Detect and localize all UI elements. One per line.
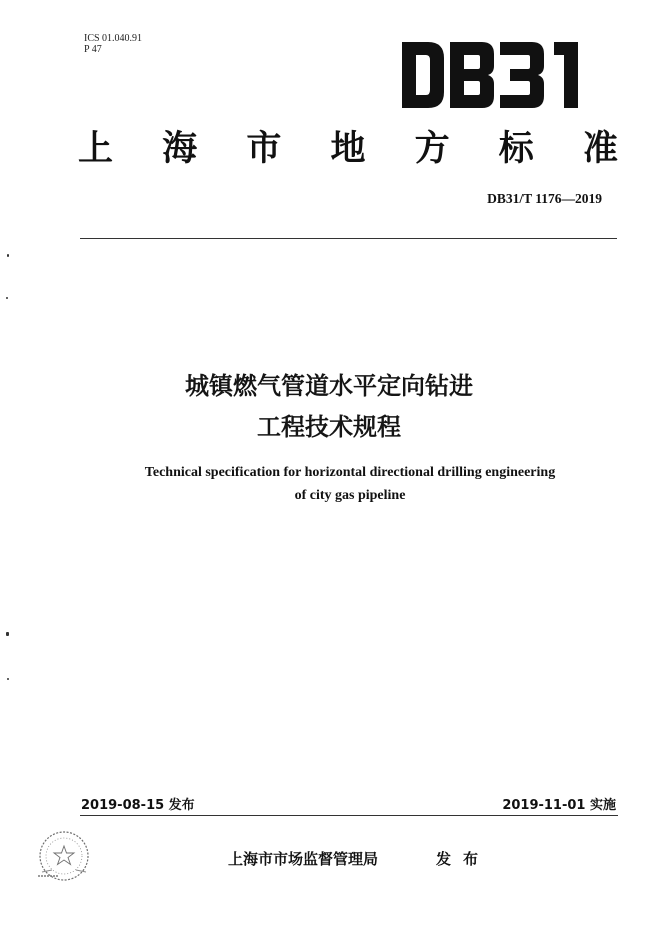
title-english-line-1: Technical specification for horizontal directional drilling engineering [144, 465, 556, 480]
standard-type-char: 市 [246, 129, 282, 169]
db31-logo [398, 38, 582, 112]
implementation-date: 2019-11-01 实施 [502, 798, 616, 813]
ccs-code: P 47 [84, 44, 102, 55]
title-chinese-line-1: 城镇燃气管道水平定向钻进 [185, 372, 473, 400]
classification-codes [84, 33, 142, 55]
standard-type-char: 地 [330, 129, 366, 169]
standard-type-heading [78, 128, 618, 170]
standard-number: DB31/T 1176—2019 [487, 191, 602, 206]
bottom-divider [80, 815, 618, 816]
standard-type-char: 方 [414, 129, 450, 169]
standard-type-char: 标 [498, 129, 534, 169]
top-divider [80, 238, 617, 239]
official-seal-stamp [28, 826, 100, 884]
issue-label: 发布 [436, 850, 491, 868]
scan-speck [6, 632, 9, 636]
seal-graphic [28, 826, 100, 884]
title-chinese-line-2: 工程技术规程 [257, 413, 401, 441]
scan-speck [7, 678, 9, 680]
issue-date: 2019-08-15 发布 [81, 798, 195, 813]
standard-type-char: 上 [78, 129, 114, 169]
scan-speck [7, 254, 9, 257]
ics-code: ICS 01.040.91 [84, 33, 143, 44]
issuing-authority: 上海市市场监督管理局 [228, 850, 379, 868]
standard-type-char: 准 [582, 129, 618, 169]
scan-speck [6, 297, 8, 299]
standard-type-char: 海 [162, 129, 198, 169]
db31-logo-graphic [398, 38, 582, 112]
title-english-line-2: of city gas pipeline [294, 488, 406, 503]
